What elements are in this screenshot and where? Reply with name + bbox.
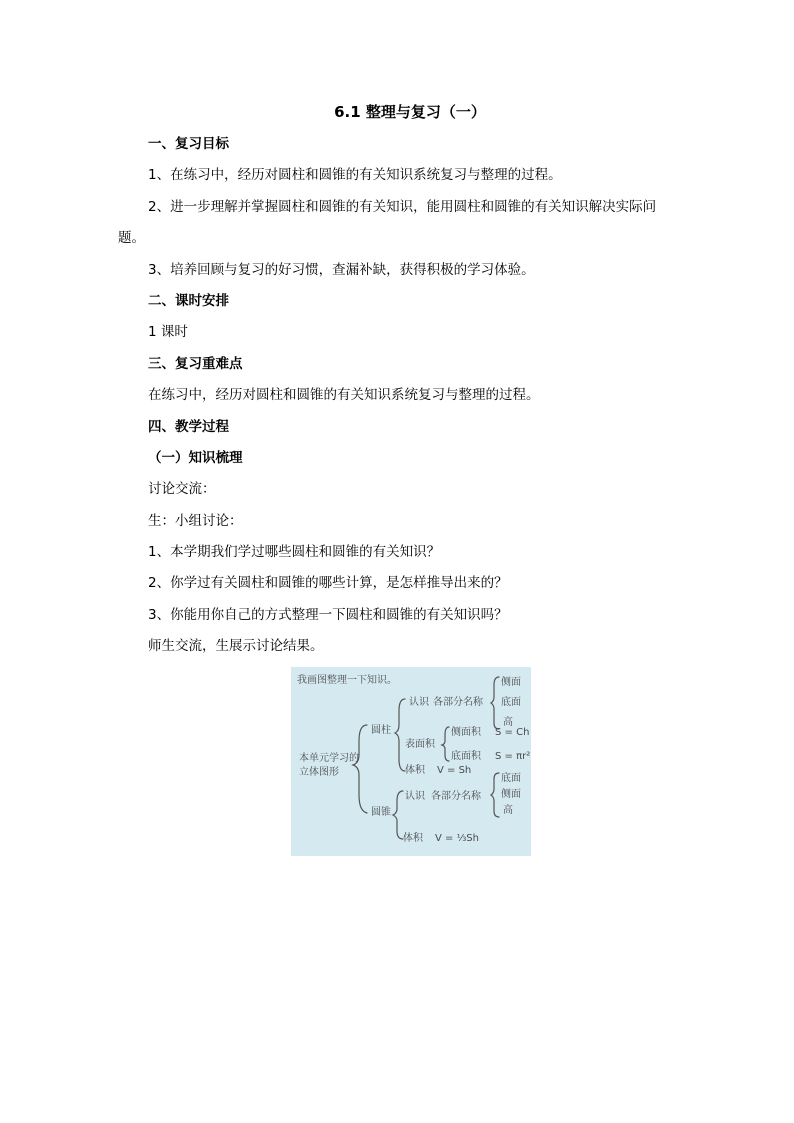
question-3: 3、你能用你自己的方式整理一下圆柱和圆锥的有关知识吗？ [148, 607, 508, 623]
surface-area-label: 表面积 [405, 739, 435, 750]
lateral-area-label: 侧面积 [451, 727, 481, 738]
root-brace [353, 725, 367, 813]
cone-part-base: 底面 [501, 773, 521, 784]
cylinder-parts-label: 各部分名称 [433, 697, 483, 708]
page-title: 6.1 整理与复习（一） [334, 103, 486, 121]
schedule-text: 1 课时 [148, 324, 188, 340]
subsection-heading-knowledge: （一）知识梳理 [148, 450, 243, 466]
root-label-line1: 本单元学习的 [299, 753, 359, 764]
key-points-text: 在练习中，经历对圆柱和圆锥的有关知识系统复习与整理的过程。 [148, 387, 540, 403]
knowledge-map-figure [291, 667, 531, 856]
question-2: 2、你学过有关圆柱和圆锥的哪些计算，是怎样推导出来的？ [148, 575, 508, 591]
section-heading-goals: 一、复习目标 [148, 136, 229, 152]
cone-part-height: 高 [503, 805, 513, 816]
section-heading-process: 四、教学过程 [148, 419, 229, 435]
cylinder-identify: 认识 [409, 697, 429, 708]
cylinder-part-base: 底面 [501, 697, 521, 708]
cone-parts-brace [491, 773, 499, 817]
cylinder-part-height: 高 [503, 717, 513, 728]
lateral-area-formula: S = Ch [495, 727, 530, 738]
cylinder-volume-label: 体积 [405, 765, 425, 776]
goal-item-2: 2、进一步理解并掌握圆柱和圆锥的有关知识，能用圆柱和圆锥的有关知识解决实际问 [148, 199, 657, 215]
surface-brace [442, 727, 449, 761]
cone-brace [393, 791, 403, 839]
discussion-label: 讨论交流： [148, 481, 216, 497]
cylinder-part-lateral: 侧面 [501, 677, 521, 688]
goal-item-3: 3、培养回顾与复习的好习惯，查漏补缺，获得积极的学习体验。 [148, 262, 535, 278]
cylinder-brace [395, 699, 405, 771]
section-heading-key-points: 三、复习重难点 [148, 356, 243, 372]
cyl-parts-brace [491, 677, 499, 729]
base-area-label: 底面积 [451, 751, 481, 762]
cone-part-lateral: 侧面 [501, 789, 521, 800]
goal-item-2-continued: 题。 [118, 230, 145, 246]
cone-volume-formula: V = ⅓Sh [435, 833, 479, 844]
cylinder-volume-formula: V = Sh [437, 765, 472, 776]
group-discussion-label: 生：小组讨论： [148, 513, 243, 529]
cone-parts-label: 各部分名称 [431, 791, 481, 802]
root-label-line2: 立体图形 [299, 767, 339, 778]
cone-identify: 认识 [405, 791, 425, 802]
exchange-text: 师生交流，生展示讨论结果。 [148, 638, 324, 654]
cylinder-label: 圆柱 [371, 725, 391, 736]
base-area-formula: S = πr² [495, 751, 531, 762]
cone-volume-label: 体积 [403, 833, 423, 844]
figure-header: 我画图整理一下知识。 [297, 675, 397, 686]
cone-label: 圆锥 [371, 807, 391, 818]
section-heading-schedule: 二、课时安排 [148, 293, 229, 309]
goal-item-1: 1、在练习中，经历对圆柱和圆锥的有关知识系统复习与整理的过程。 [148, 167, 562, 183]
question-1: 1、本学期我们学过哪些圆柱和圆锥的有关知识？ [148, 544, 441, 560]
